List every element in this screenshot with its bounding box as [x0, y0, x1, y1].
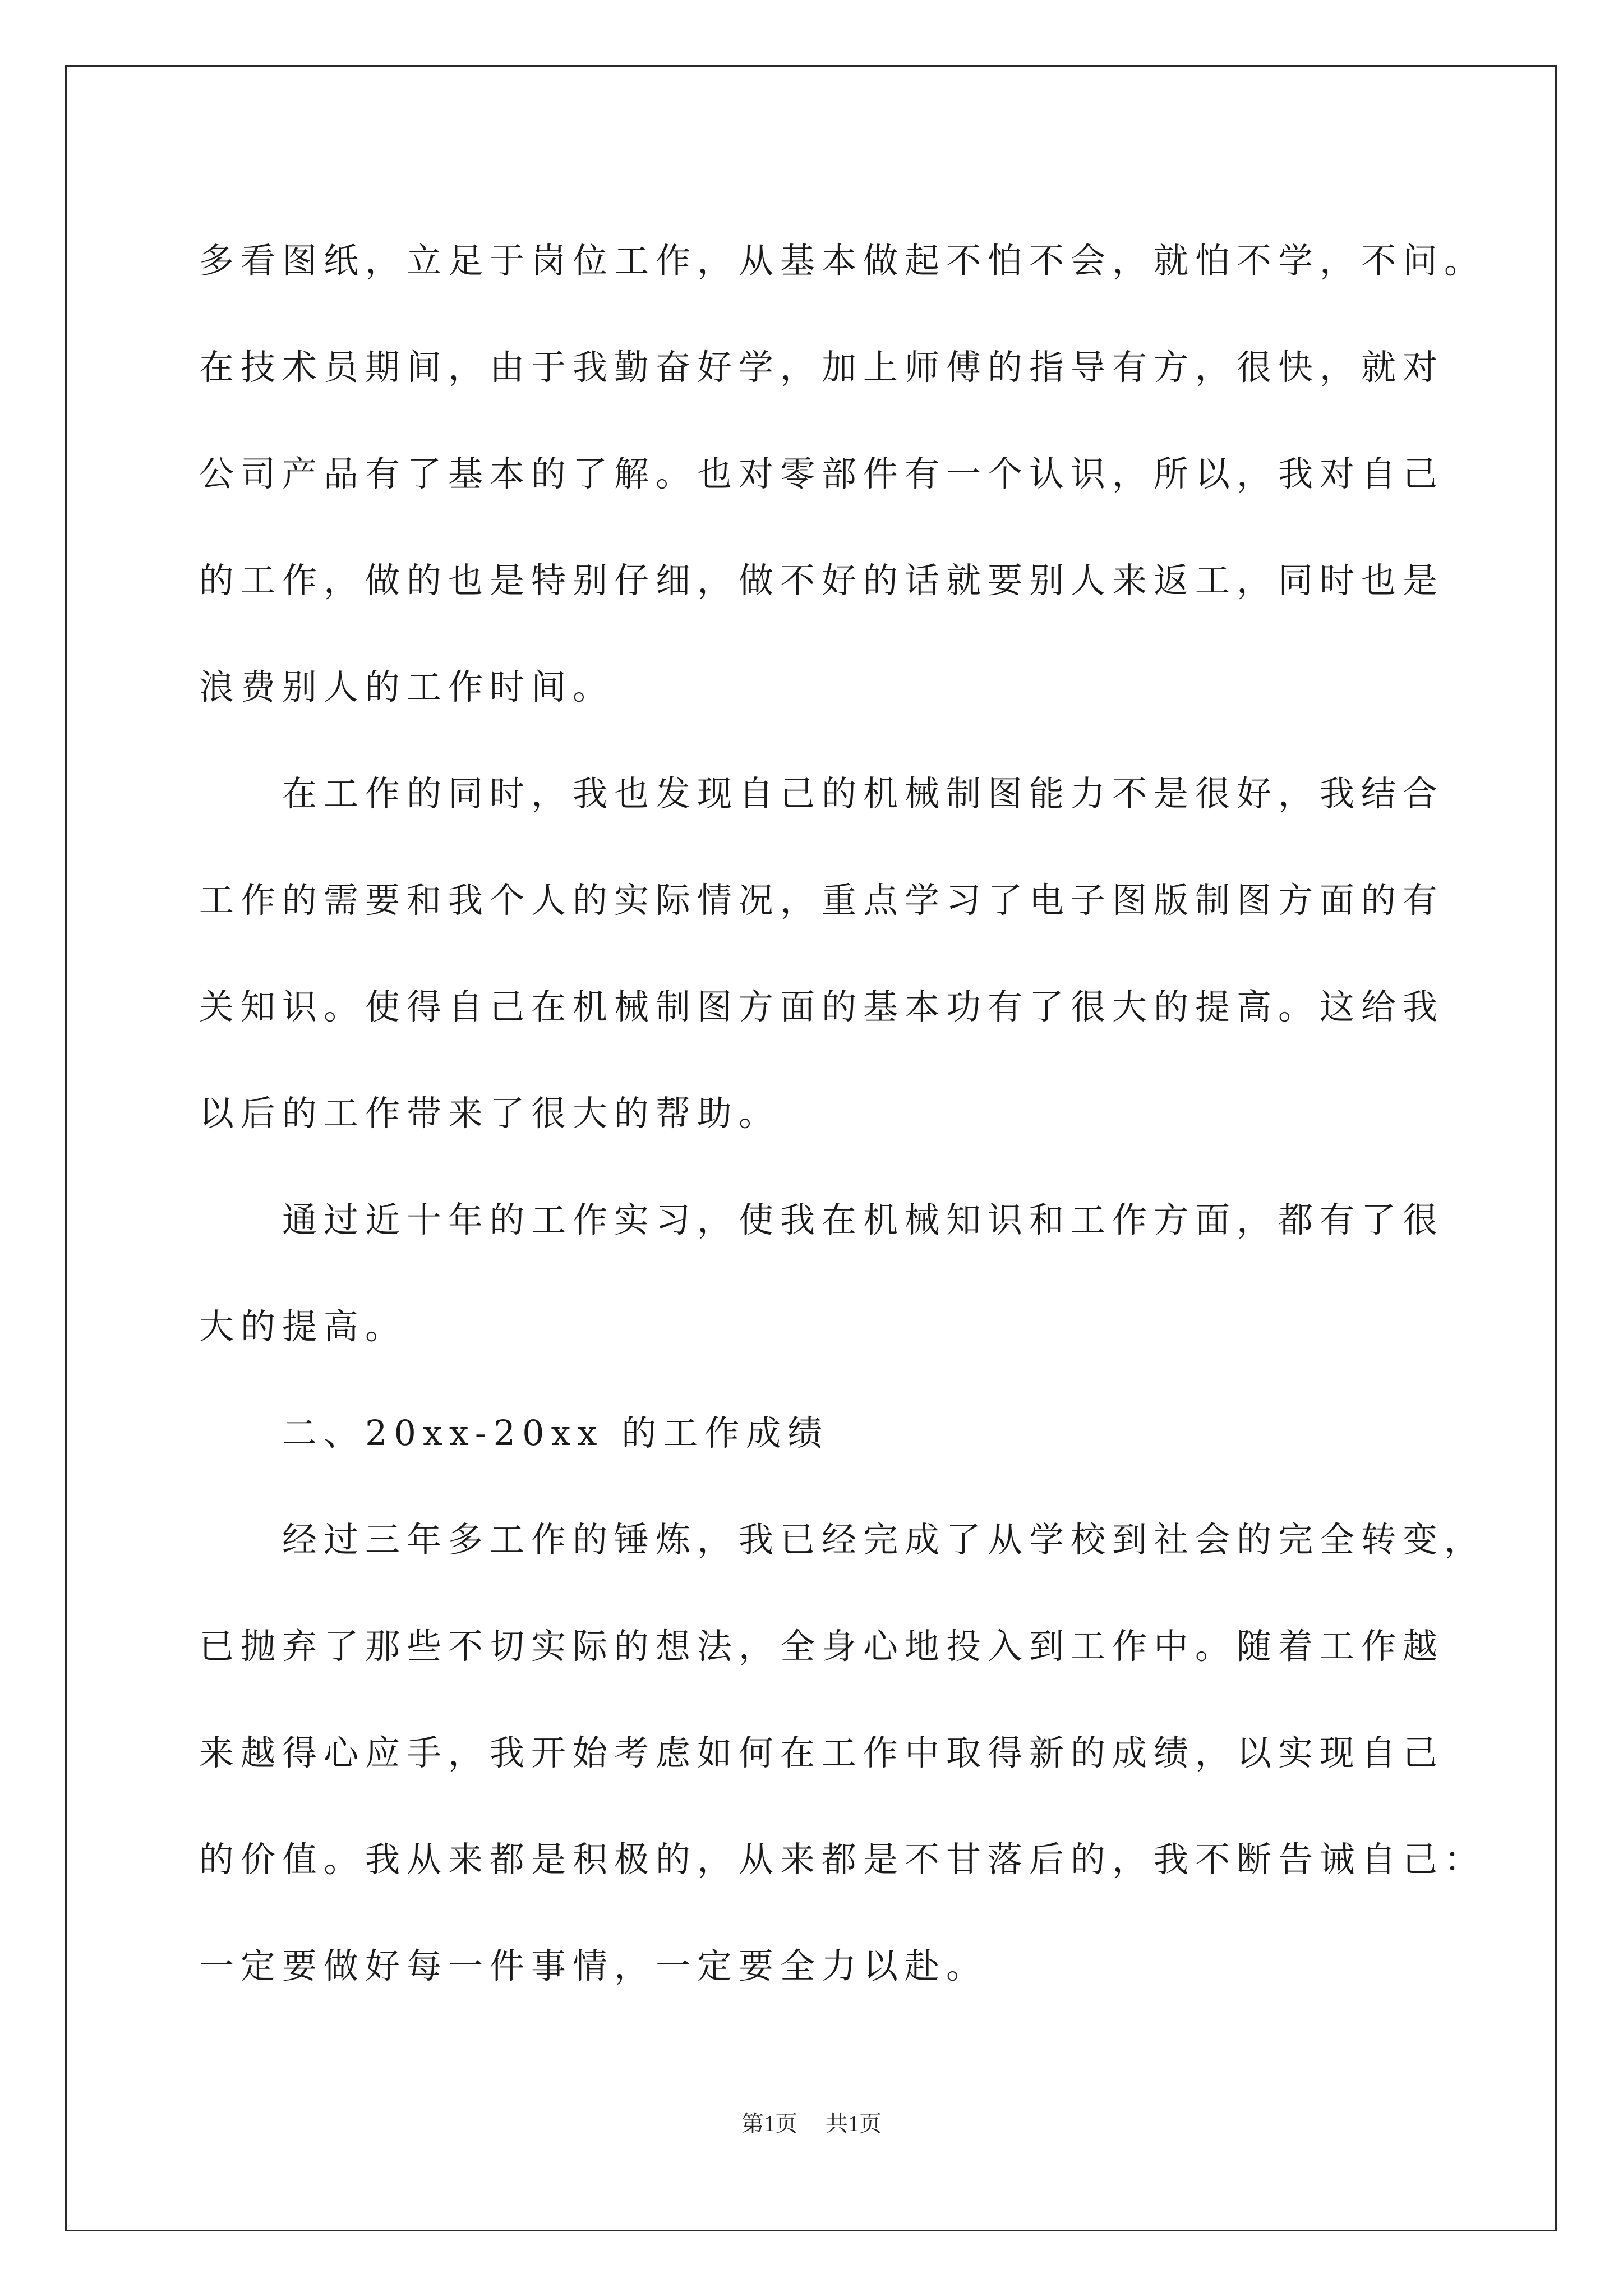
text-line: 工作的需要和我个人的实际情况，重点学习了电子图版制图方面的有	[199, 880, 1445, 921]
text-line: 经过三年多工作的锤炼，我已经完成了从学校到社会的完全转变，	[282, 1519, 1486, 1560]
paragraph	[199, 1487, 1486, 2019]
text-line: 以后的工作带来了很大的帮助。	[199, 1093, 781, 1134]
document-body	[199, 208, 1486, 2019]
text-line: 多看图纸，立足于岗位工作，从基本做起不怕不会，就怕不学，不问。	[199, 240, 1486, 281]
page-total: 共1页	[826, 2111, 882, 2136]
page-footer	[0, 2107, 1623, 2141]
heading-text: 二、20xx-20xx 的工作成绩	[282, 1412, 829, 1453]
text-line: 大的提高。	[199, 1306, 407, 1347]
text-line: 浪费别人的工作时间。	[199, 666, 615, 707]
text-line: 的工作，做的也是特别仔细，做不好的话就要别人来返工，同时也是	[199, 560, 1445, 601]
text-line: 关知识。使得自己在机械制图方面的基本功有了很大的提高。这给我	[199, 986, 1445, 1027]
paragraph	[199, 208, 1486, 740]
text-line: 来越得心应手，我开始考虑如何在工作中取得新的成绩，以实现自己	[199, 1732, 1445, 1773]
paragraph	[199, 1167, 1445, 1380]
text-line: 公司产品有了基本的了解。也对零部件有一个认识，所以，我对自己	[199, 453, 1445, 494]
text-line: 已抛弃了那些不切实际的想法，全身心地投入到工作中。随着工作越	[199, 1626, 1445, 1667]
page-number: 第1页	[741, 2111, 797, 2136]
text-line: 一定要做好每一件事情，一定要全力以赴。	[199, 1945, 988, 1986]
text-line: 的价值。我从来都是积极的，从来都是不甘落后的，我不断告诫自己：	[199, 1839, 1486, 1880]
paragraph	[199, 740, 1445, 1167]
text-line: 在技术员期间，由于我勤奋好学，加上师傅的指导有方，很快，就对	[199, 347, 1445, 388]
text-line: 在工作的同时，我也发现自己的机械制图能力不是很好，我结合	[282, 773, 1445, 814]
text-line: 通过近十年的工作实习，使我在机械知识和工作方面，都有了很	[282, 1199, 1445, 1240]
section-heading	[199, 1380, 1433, 1487]
